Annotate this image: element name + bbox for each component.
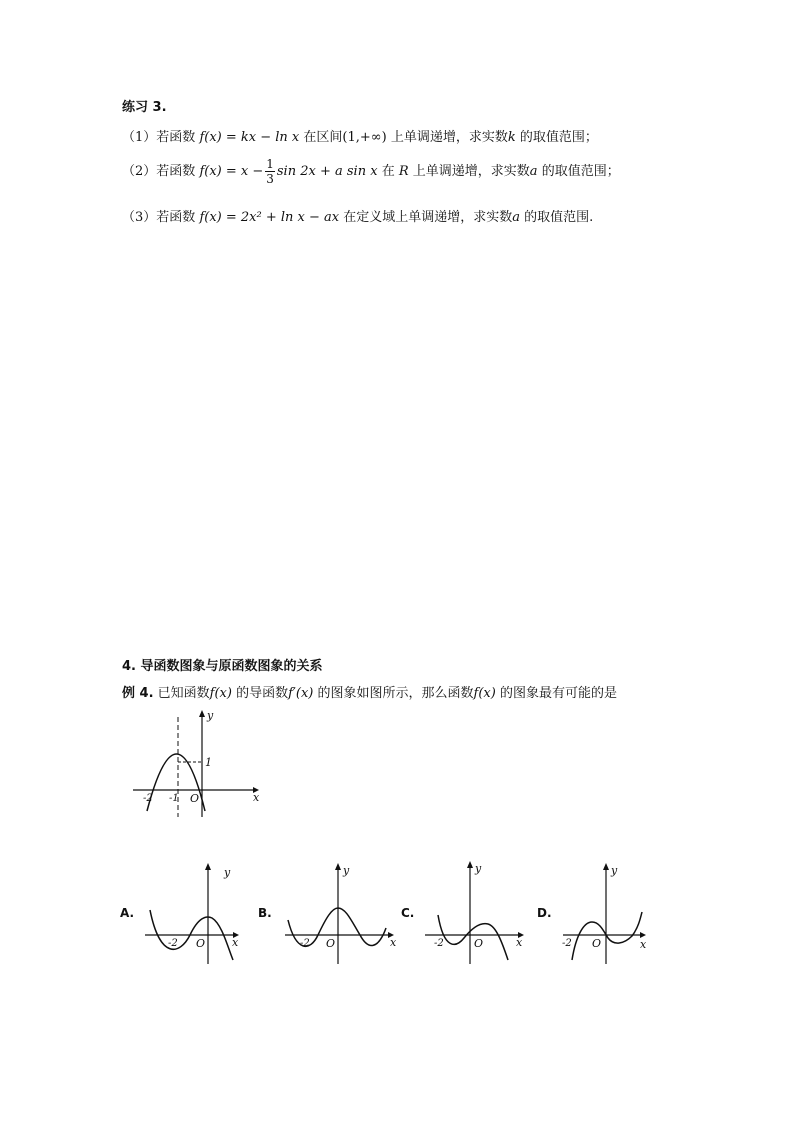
item-text: 在区间 [303,130,343,145]
origin-label: O [474,937,484,950]
item-text: 若函数 [156,210,196,225]
item-number: （3） [122,210,157,225]
option-c-label[interactable]: C. [401,906,415,920]
option-c-graph[interactable] [420,860,532,968]
fraction-denominator: 3 [266,172,274,186]
y-axis-arrow [205,863,211,870]
exercise-title: 练习 3. [122,100,167,115]
x-label: x [232,936,239,949]
exercise-item-3 [122,206,593,225]
option-d-graph[interactable] [558,860,668,968]
item-text: 的取值范围. [524,210,594,225]
variable: a [529,164,538,179]
fraction-numerator: 1 [266,157,274,171]
tick-minus-2: -2 [300,938,310,949]
exercise-item-1 [122,126,598,145]
y-axis-arrow [603,863,609,870]
tick-minus-2: -2 [168,938,178,949]
example-text: 的导函数 [236,686,289,701]
variable: k [507,130,516,145]
item-text: 若函数 [156,130,196,145]
y-axis-arrow [467,861,473,868]
x-label: x [390,936,397,949]
item-number: （1） [122,130,157,145]
item-text: 上单调递增，求实数 [390,130,508,145]
derivative-graph [125,705,265,820]
example-text: 的图象如图所示，那么函数 [317,686,474,701]
fraction [265,158,275,185]
section-heading: 4. 导函数图象与原函数图象的关系 [122,659,323,674]
variable: a [512,210,521,225]
item-text: 在定义域上单调递增，求实数 [343,210,513,225]
tick-minus-2: -2 [562,938,572,949]
y-label: y [611,864,618,877]
interval: (1,+∞) [342,130,387,145]
y-axis-arrow [199,710,205,717]
formula: f(x) = 2x² + ln x − ax [199,210,340,225]
item-text: 在 [381,164,395,179]
curve [438,915,508,960]
example-text: 的图象最有可能的是 [499,686,617,701]
set: R [398,164,409,179]
formula: f(x) [473,686,496,701]
formula: sin 2x + a sin x [276,164,378,179]
example-text: 已知函数 [157,686,210,701]
y-axis-arrow [335,863,341,870]
option-b-graph[interactable] [280,860,400,968]
option-a-label[interactable]: A. [120,906,135,920]
y-label: y [343,864,350,877]
x-label: x [640,938,647,951]
item-text: 若函数 [156,164,196,179]
x-label: x [253,791,260,804]
option-d-label[interactable]: D. [537,906,552,920]
x-label: x [516,936,523,949]
item-text: 的取值范围； [541,164,620,179]
formula: f(x) [209,686,232,701]
tick-minus-2: -2 [434,938,444,949]
example-4 [122,682,617,701]
option-b-label[interactable]: B. [258,906,272,920]
origin-label: O [592,937,602,950]
origin-label: O [326,937,336,950]
y-label: y [207,709,214,722]
formula: f(x) = kx − ln x [199,130,300,145]
origin-label: O [190,792,200,805]
tick-minus-2: -2 [143,793,153,804]
tick-1: 1 [205,756,212,769]
tick-minus-1: -1 [169,793,179,804]
option-a-graph[interactable] [140,860,245,968]
example-number: 例 4. [122,686,154,701]
formula: f(x) = x − [199,164,264,179]
origin-label: O [196,937,206,950]
y-label: y [475,862,482,875]
formula: f′(x) [288,686,314,701]
item-text: 上单调递增，求实数 [412,164,530,179]
item-number: （2） [122,164,157,179]
exercise-item-2 [122,158,620,185]
item-text: 的取值范围； [519,130,598,145]
curve [572,912,642,960]
y-label: y [224,866,231,879]
